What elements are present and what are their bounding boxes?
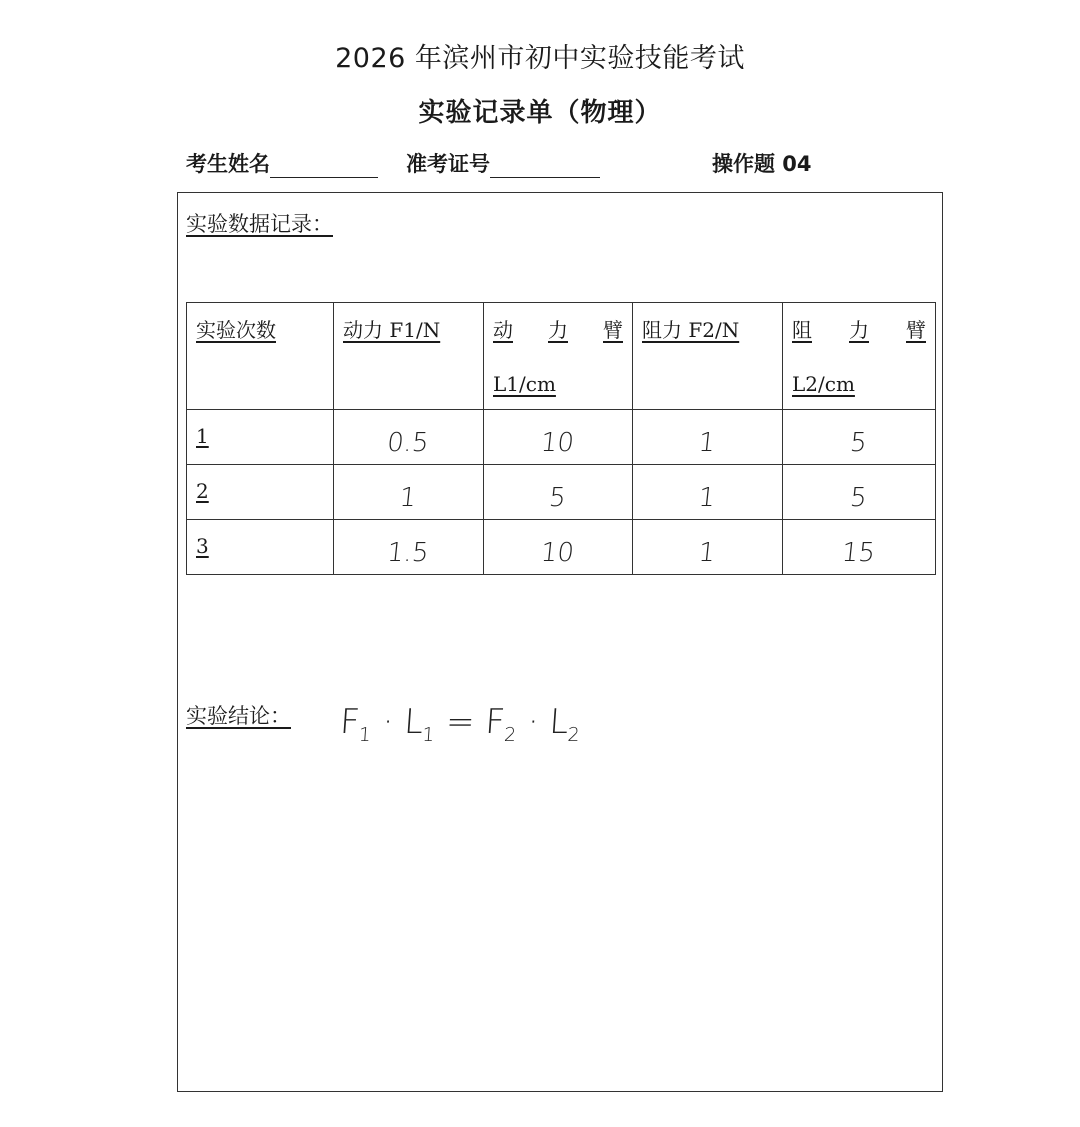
formula-l: L <box>402 702 425 742</box>
header-l2-char: 力 <box>849 318 869 342</box>
l2-value: 5 <box>848 428 869 458</box>
header-f2-label: 阻力 F2/N <box>642 318 740 342</box>
header-l2-char: 阻 <box>792 318 812 342</box>
exam-id-blank[interactable] <box>490 155 600 178</box>
trial-number: 1 <box>196 424 209 448</box>
record-sheet-title: 实验记录单（物理） <box>418 98 662 128</box>
formula-subscript: 2 <box>566 723 581 746</box>
header-cell-trial <box>187 303 334 410</box>
table-row <box>187 410 936 465</box>
exam-title: 2026 年滨州市初中实验技能考试 <box>335 43 745 74</box>
header-cell-f1 <box>334 303 484 410</box>
data-section-label: 实验数据记录： <box>186 212 333 236</box>
student-name-blank[interactable] <box>270 155 378 178</box>
exam-id-field <box>406 148 600 178</box>
f2-value: 1 <box>697 428 717 458</box>
table-row <box>187 465 936 520</box>
l1-value: 10 <box>539 538 576 568</box>
table-row <box>187 520 936 575</box>
l1-value: 5 <box>547 483 568 513</box>
formula-l: L <box>548 702 570 742</box>
header-l1-unit: L1/cm <box>493 372 556 396</box>
f1-value: 1.5 <box>385 538 431 568</box>
l1-value: 10 <box>539 428 576 458</box>
formula-subscript: 1 <box>358 723 372 746</box>
header-l1-char: 动 <box>493 318 513 342</box>
l2-value: 5 <box>848 483 869 513</box>
f2-value: 1 <box>697 538 717 568</box>
header-cell-f2 <box>633 303 783 410</box>
header-l1-char: 力 <box>548 318 568 342</box>
header-cell-l2 <box>783 303 936 410</box>
l2-value: 15 <box>840 538 877 568</box>
header-cell-l1 <box>484 303 633 410</box>
exam-id-label: 准考证号 <box>406 152 490 176</box>
header-l2-char: 臂 <box>906 318 926 342</box>
student-name-field <box>186 148 378 178</box>
formula-dot: · <box>526 702 541 742</box>
trial-number: 3 <box>196 534 209 558</box>
header-f1-label: 动力 F1/N <box>343 318 441 342</box>
header-l1-char: 臂 <box>603 318 623 342</box>
trial-number: 2 <box>196 479 209 503</box>
student-name-label: 考生姓名 <box>186 152 270 176</box>
formula-dot: · <box>381 702 395 742</box>
formula-subscript: 2 <box>503 723 517 746</box>
data-table <box>186 302 936 575</box>
f1-value: 0.5 <box>385 428 431 458</box>
header-l2-unit: L2/cm <box>792 372 855 396</box>
formula-equals: = <box>444 702 476 742</box>
conclusion-formula[interactable] <box>338 702 581 746</box>
f1-value: 1 <box>398 483 418 513</box>
conclusion-label: 实验结论： <box>186 704 291 728</box>
header-l1-line1 <box>493 317 632 343</box>
question-number: 操作题 04 <box>712 152 812 176</box>
table-header-row <box>187 303 936 410</box>
formula-subscript: 1 <box>421 723 436 746</box>
header-l2-line1 <box>792 317 935 343</box>
formula-f: F <box>483 702 507 742</box>
formula-f: F <box>338 702 362 742</box>
header-trial-label: 实验次数 <box>196 318 276 342</box>
f2-value: 1 <box>697 483 717 513</box>
